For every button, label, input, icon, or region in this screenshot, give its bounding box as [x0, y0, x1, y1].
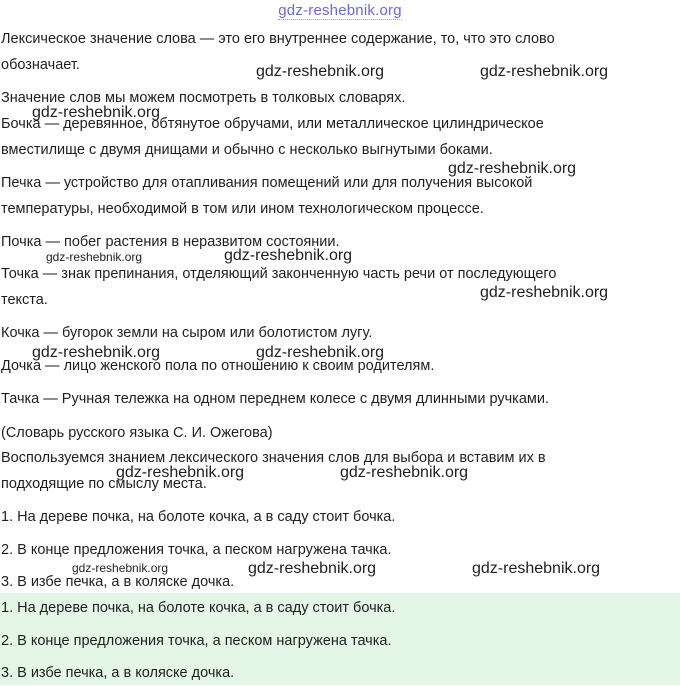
watermark: gdz-reshebnik.org	[248, 560, 377, 577]
watermark: gdz-reshebnik.org	[46, 250, 143, 264]
watermark: gdz-reshebnik.org	[480, 284, 609, 301]
sentence-2: 2. В конце предложения точка, а песком нагружена тачка.	[1, 542, 392, 558]
definition-tachka: Тачка — Ручная тележка на одном переднем колесе с двумя длинными ручками.	[1, 391, 549, 407]
task-line-1: Воспользуемся знанием лексического значения слов для выбора и вставим их в	[1, 450, 546, 466]
definition-pochka: Почка — побег растения в неразвитом состоянии.	[1, 234, 340, 250]
answer-sentence-1: 1. На дереве почка, на болоте кочка, а в саду стоит бочка.	[1, 600, 396, 616]
watermark: gdz-reshebnik.org	[256, 344, 385, 361]
watermark: gdz-reshebnik.org	[32, 344, 161, 361]
dictionary-note: Значение слов мы можем посмотреть в толковых словарях.	[1, 90, 406, 106]
definition-kochka: Кочка — бугорок земли на сыром или болотистом лугу.	[1, 325, 373, 341]
watermark: gdz-reshebnik.org	[72, 561, 169, 575]
watermark: gdz-reshebnik.org	[448, 160, 577, 177]
intro-line-2: обозначает.	[1, 57, 80, 73]
definition-tochka-2: текста.	[1, 292, 48, 308]
watermark: gdz-reshebnik.org	[340, 464, 469, 481]
sentence-1: 1. На дереве почка, на болоте кочка, а в саду стоит бочка.	[1, 509, 396, 525]
intro-line-1: Лексическое значение слова — это его внутреннее содержание, то, что это слово	[1, 31, 555, 47]
watermark: gdz-reshebnik.org	[224, 247, 353, 264]
answer-sentence-3: 3. В избе печка, а в коляске дочка.	[1, 665, 235, 681]
sentence-3: 3. В избе печка, а в коляске дочка.	[1, 574, 235, 590]
definition-bochka-2: вместилище с двумя днищами и обычно с несколько выгнутыми боками.	[1, 142, 493, 158]
definition-pechka-2: температуры, необходимой в том или ином технологическом процессе.	[1, 201, 484, 217]
dictionary-source: (Словарь русского языка С. И. Ожегова)	[1, 425, 273, 441]
answer-sentence-2: 2. В конце предложения точка, а песком нагружена тачка.	[1, 633, 392, 649]
site-logo-link[interactable]	[0, 2, 680, 19]
watermark: gdz-reshebnik.org	[480, 63, 609, 80]
definition-pechka-1: Печка — устройство для отапливания помещений или для получения высокой	[1, 175, 533, 191]
definition-dochka: Дочка — лицо женского пола по отношению к своим родителям.	[1, 358, 435, 374]
watermark: gdz-reshebnik.org	[32, 104, 161, 121]
watermark: gdz-reshebnik.org	[472, 560, 601, 577]
definition-tochka-1: Точка — знак препинания, отделяющий законченную часть речи от последующего	[1, 266, 557, 282]
definition-bochka-1: Бочка — деревянное, обтянутое обручами, или металлическое цилиндрическое	[1, 116, 544, 132]
site-logo-text[interactable]: gdz-reshebnik.org	[278, 2, 402, 19]
task-line-2: подходящие по смыслу места.	[1, 476, 207, 492]
watermark: gdz-reshebnik.org	[116, 464, 245, 481]
watermark: gdz-reshebnik.org	[256, 63, 385, 80]
